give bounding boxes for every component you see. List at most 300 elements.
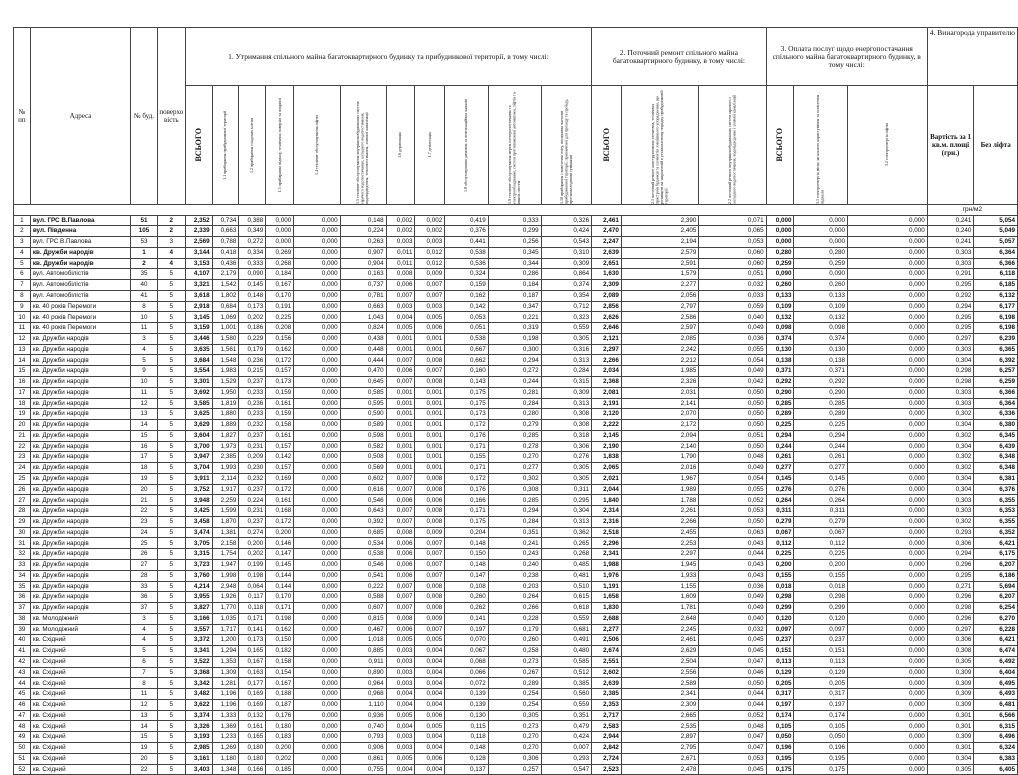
table-cell: 0,000 <box>294 495 340 506</box>
table-cell: 2,569 <box>185 237 212 248</box>
table-cell: 0,043 <box>699 570 766 581</box>
table-cell: 0,299 <box>488 226 541 237</box>
table-cell: 0,285 <box>766 398 794 409</box>
table-cell: кв. Дружби народів <box>30 560 130 571</box>
table-cell: 0,285 <box>488 430 541 441</box>
table-cell: 3,341 <box>185 646 212 657</box>
table-cell: 6,336 <box>974 409 1018 420</box>
table-cell: 2,339 <box>185 226 212 237</box>
table-cell: 0,270 <box>488 452 541 463</box>
table-cell: 2,145 <box>592 430 622 441</box>
table-row <box>14 280 1018 291</box>
table-cell: 37 <box>14 603 31 614</box>
table-cell: 0,890 <box>340 667 386 678</box>
table-cell: 0,311 <box>794 506 848 517</box>
table-cell: 0,005 <box>386 323 415 334</box>
table-cell: 0,302 <box>927 430 974 441</box>
table-cell: 3,368 <box>185 667 212 678</box>
table-cell: 0,066 <box>445 667 489 678</box>
table-cell: 0,616 <box>340 484 386 495</box>
table-cell: кв. 40 років Перемоги <box>30 312 130 323</box>
table-cell: 0,273 <box>488 721 541 732</box>
table-cell: 5 <box>157 473 185 484</box>
group2-header: 2. Поточний ремонт спільного майна багатоквартирного будинку, в тому числі: <box>592 28 767 86</box>
table-cell: 2,172 <box>621 420 699 431</box>
table-cell: 0,172 <box>445 420 489 431</box>
table-cell: 6,439 <box>974 441 1018 452</box>
table-cell: 16 <box>131 441 158 452</box>
table-cell: 47 <box>14 710 31 721</box>
table-cell: 3,723 <box>185 560 212 571</box>
table-cell: 0,260 <box>766 280 794 291</box>
table-cell: 0,007 <box>415 538 445 549</box>
table-cell: 0,072 <box>445 678 489 689</box>
table-cell: кв. Східний <box>30 635 130 646</box>
table-cell: 2,085 <box>621 333 699 344</box>
table-cell: 0,305 <box>488 710 541 721</box>
table-cell: 0,305 <box>541 473 592 484</box>
table-cell: 33 <box>14 560 31 571</box>
table-cell: 0,150 <box>266 635 294 646</box>
table-cell: 0,000 <box>294 355 340 366</box>
table-cell: 0,258 <box>488 646 541 657</box>
table-cell: 0,001 <box>386 398 415 409</box>
table-cell: 2,918 <box>185 301 212 312</box>
table-cell: 2,190 <box>592 441 622 452</box>
table-cell: 0,534 <box>340 538 386 549</box>
table-cell: кв. Східний <box>30 667 130 678</box>
table-cell: 0,053 <box>699 506 766 517</box>
table-cell: 0,197 <box>445 624 489 635</box>
table-cell: 0,000 <box>294 215 340 226</box>
table-cell: 6,257 <box>974 366 1018 377</box>
table-cell: 0,815 <box>340 613 386 624</box>
table-cell: 6,352 <box>974 527 1018 538</box>
table-row <box>14 624 1018 635</box>
table-cell: 0,007 <box>415 549 445 560</box>
table-cell: кв. Дружби народів <box>30 247 130 258</box>
table-cell: 0,000 <box>294 581 340 592</box>
table-cell: 0,133 <box>766 290 794 301</box>
table-cell: 0,000 <box>848 323 928 334</box>
table-cell: 0,018 <box>766 581 794 592</box>
table-cell: 2,031 <box>621 387 699 398</box>
table-cell: 0,052 <box>699 495 766 506</box>
table-cell: 0,000 <box>294 732 340 743</box>
table-cell: 0,298 <box>927 366 974 377</box>
table-cell: 0,120 <box>766 613 794 624</box>
table-cell: 0,297 <box>927 624 974 635</box>
table-cell: 0,204 <box>445 527 489 538</box>
table-cell: 6,496 <box>974 732 1018 743</box>
table-cell: 3,161 <box>185 753 212 764</box>
table-cell: 0,008 <box>386 613 415 624</box>
table-cell: 0,128 <box>445 753 489 764</box>
table-cell: 2,089 <box>592 290 622 301</box>
table-cell: 2,504 <box>621 656 699 667</box>
table-cell: 0,090 <box>766 269 794 280</box>
table-cell: 0,388 <box>239 215 266 226</box>
table-cell: кв. Дружби народів <box>30 463 130 474</box>
table-row <box>14 635 1018 646</box>
table-cell: 0,196 <box>766 743 794 754</box>
table-row <box>14 678 1018 689</box>
table-cell: 0,309 <box>927 689 974 700</box>
table-cell: 2,247 <box>592 237 622 248</box>
table-cell: 0,049 <box>699 463 766 474</box>
table-cell: 15 <box>131 732 158 743</box>
table-cell: 3 <box>131 333 158 344</box>
table-cell: 0,002 <box>415 215 445 226</box>
table-cell: 0,001 <box>415 333 445 344</box>
table-cell: 0,175 <box>445 516 489 527</box>
table-cell: 0,173 <box>239 635 266 646</box>
table-cell: 0,173 <box>239 301 266 312</box>
table-cell: 0,162 <box>266 344 294 355</box>
table-cell: 0,007 <box>386 484 415 495</box>
table-cell: 3,827 <box>185 603 212 614</box>
table-cell: 0,065 <box>699 226 766 237</box>
table-cell: 0,006 <box>386 560 415 571</box>
table-cell: 1,542 <box>212 280 239 291</box>
table-cell: 0,334 <box>239 247 266 258</box>
table-cell: 0,240 <box>927 226 974 237</box>
table-cell: 5 <box>157 699 185 710</box>
table-cell: 27 <box>131 560 158 571</box>
table-cell: 0,299 <box>794 603 848 614</box>
table-cell: 5 <box>157 646 185 657</box>
table-cell: 0,000 <box>848 290 928 301</box>
table-cell: 0,000 <box>848 484 928 495</box>
table-cell: 0,491 <box>541 635 592 646</box>
table-cell: 0,172 <box>266 516 294 527</box>
table-cell: 5 <box>157 366 185 377</box>
table-cell: 2,385 <box>592 689 622 700</box>
table-cell: 0,200 <box>239 538 266 549</box>
table-cell: 0,120 <box>794 613 848 624</box>
table-cell: 6,324 <box>974 743 1018 754</box>
table-cell: 0,174 <box>794 710 848 721</box>
table-cell: 0,257 <box>488 764 541 775</box>
table-cell: 3,760 <box>185 570 212 581</box>
table-cell: 0,538 <box>445 333 489 344</box>
table-cell: 53 <box>131 237 158 248</box>
table-cell: 0,171 <box>239 613 266 624</box>
table-cell: кв. Дружби народів <box>30 484 130 495</box>
table-cell: 2,056 <box>621 290 699 301</box>
table-cell: 2,326 <box>621 376 699 387</box>
table-cell: 0,054 <box>699 473 766 484</box>
table-cell: 0,004 <box>415 743 445 754</box>
table-cell: кв. Дружби народів <box>30 258 130 269</box>
table-row <box>14 506 1018 517</box>
table-cell: кв. Східний <box>30 743 130 754</box>
table-cell: 2,586 <box>621 312 699 323</box>
table-row <box>14 527 1018 538</box>
table-cell: 0,237 <box>766 635 794 646</box>
table-cell: 28 <box>14 506 31 517</box>
table-cell: кв. 40 років Перемоги <box>30 323 130 334</box>
col-floors-header: поверхо вість <box>157 28 185 205</box>
table-cell: 0,000 <box>848 689 928 700</box>
table-cell: 6,364 <box>974 247 1018 258</box>
table-cell: 0,000 <box>794 215 848 226</box>
table-cell: 0,050 <box>699 441 766 452</box>
table-cell: 2,579 <box>621 247 699 258</box>
table-cell: 0,538 <box>445 247 489 258</box>
table-cell: 0,546 <box>340 560 386 571</box>
table-cell: 0,006 <box>386 538 415 549</box>
table-cell: 0,187 <box>266 699 294 710</box>
table-cell: 11 <box>131 689 158 700</box>
table-cell: 0,295 <box>927 570 974 581</box>
table-cell: 0,198 <box>239 570 266 581</box>
table-cell: 6,175 <box>974 549 1018 560</box>
table-cell: 0,256 <box>488 237 541 248</box>
table-cell: 2,016 <box>621 463 699 474</box>
table-cell: 1,069 <box>212 312 239 323</box>
table-cell: вул. ГРС В.Павлова <box>30 215 130 226</box>
table-cell: 0,001 <box>386 463 415 474</box>
no-lift-header: Без ліфта <box>974 86 1018 205</box>
table-cell: 1,269 <box>212 743 239 754</box>
table-cell: 0,007 <box>386 516 415 527</box>
table-cell: 0,141 <box>239 624 266 635</box>
table-cell: 1,989 <box>621 484 699 495</box>
table-cell: 0,541 <box>340 570 386 581</box>
table-cell: 0,510 <box>541 581 592 592</box>
table-cell: 0,049 <box>699 603 766 614</box>
table-cell: 0,000 <box>848 646 928 657</box>
table-cell: 0,155 <box>794 570 848 581</box>
table-cell: 1,933 <box>621 570 699 581</box>
table-cell: 0,310 <box>541 247 592 258</box>
table-cell: 3,618 <box>185 290 212 301</box>
table-cell: 0,543 <box>541 237 592 248</box>
table-cell: 3,705 <box>185 538 212 549</box>
table-cell: 0,004 <box>415 646 445 657</box>
table-cell: 0,301 <box>927 710 974 721</box>
table-cell: 5 <box>157 764 185 775</box>
table-cell: 0,000 <box>848 258 928 269</box>
table-cell: 51 <box>14 753 31 764</box>
table-cell: 0,007 <box>386 506 415 517</box>
table-cell: 2,191 <box>592 398 622 409</box>
table-cell: 1,110 <box>340 699 386 710</box>
table-cell: 3,425 <box>185 506 212 517</box>
table-cell: 2,948 <box>212 581 239 592</box>
table-cell: 0,000 <box>294 753 340 764</box>
table-cell: 1,599 <box>212 506 239 517</box>
table-cell: 0,185 <box>266 764 294 775</box>
table-cell: 0,000 <box>294 398 340 409</box>
table-cell: 5 <box>157 678 185 689</box>
table-cell: 10 <box>14 312 31 323</box>
table-cell: 0,133 <box>794 290 848 301</box>
table-cell: 19 <box>131 743 158 754</box>
table-cell: 0,113 <box>766 656 794 667</box>
table-cell: 6,380 <box>974 420 1018 431</box>
table-cell: 2,674 <box>592 646 622 657</box>
table-cell: 0,046 <box>699 667 766 678</box>
g3-total-header: ВСЬОГО <box>766 86 794 205</box>
table-cell: 0,546 <box>340 495 386 506</box>
table-cell: 0,195 <box>766 753 794 764</box>
table-cell: 6,186 <box>974 570 1018 581</box>
table-cell: 0,000 <box>294 613 340 624</box>
table-cell: 29 <box>14 516 31 527</box>
table-row <box>14 473 1018 484</box>
table-cell: кв. Дружби народів <box>30 441 130 452</box>
table-cell: 0,003 <box>386 743 415 754</box>
table-cell: 0,197 <box>794 699 848 710</box>
table-cell: 0,470 <box>340 366 386 377</box>
table-cell: 0,313 <box>541 355 592 366</box>
table-cell: 0,326 <box>541 215 592 226</box>
table-cell: 0,053 <box>445 312 489 323</box>
table-cell: 0,011 <box>386 247 415 258</box>
table-cell: 3,372 <box>185 635 212 646</box>
table-cell: 14 <box>131 721 158 732</box>
table-cell: 0,302 <box>927 409 974 420</box>
table-cell: 0,198 <box>266 613 294 624</box>
table-cell: 5,057 <box>974 237 1018 248</box>
table-cell: 2,665 <box>621 710 699 721</box>
table-cell: кв. Дружби народів <box>30 387 130 398</box>
table-cell: кв. Дружби народів <box>30 570 130 581</box>
table-cell: 0,345 <box>488 247 541 258</box>
table-cell: 0,171 <box>266 603 294 614</box>
table-cell: 0,824 <box>340 323 386 334</box>
table-cell: 0,109 <box>794 301 848 312</box>
table-row <box>14 764 1018 775</box>
table-cell: 0,585 <box>340 387 386 398</box>
table-cell: 0,485 <box>541 560 592 571</box>
table-row <box>14 247 1018 258</box>
table-cell: кв. Дружби народів <box>30 344 130 355</box>
table-cell: 0,000 <box>294 560 340 571</box>
g1-sub-2-header: 1.2 прибирання сходових клітин <box>239 86 266 205</box>
table-row <box>14 301 1018 312</box>
table-cell: 0,582 <box>340 441 386 452</box>
table-cell: 0,142 <box>266 452 294 463</box>
table-cell: 0,000 <box>848 516 928 527</box>
table-cell: 5 <box>157 398 185 409</box>
table-cell: 0,050 <box>699 387 766 398</box>
table-cell: 0,011 <box>386 258 415 269</box>
table-cell: 0,044 <box>699 549 766 560</box>
table-cell: 0,167 <box>239 656 266 667</box>
table-cell: 2,626 <box>592 312 622 323</box>
table-cell: 0,000 <box>294 430 340 441</box>
table-cell: 0,090 <box>239 269 266 280</box>
table-cell: 13 <box>131 710 158 721</box>
table-cell: кв. Дружби народів <box>30 538 130 549</box>
table-cell: 0,171 <box>445 441 489 452</box>
table-cell: 3,554 <box>185 366 212 377</box>
table-cell: 0,050 <box>699 420 766 431</box>
table-cell: 0,148 <box>445 560 489 571</box>
table-cell: 2,245 <box>621 624 699 635</box>
table-cell: 19 <box>14 409 31 420</box>
table-cell: 0,279 <box>794 516 848 527</box>
table-cell: 0,266 <box>488 603 541 614</box>
table-cell: 11 <box>131 323 158 334</box>
table-cell: 6,366 <box>974 387 1018 398</box>
table-cell: 0,294 <box>488 355 541 366</box>
table-cell: 0,559 <box>541 699 592 710</box>
table-cell: 0,158 <box>266 420 294 431</box>
table-cell: 0,602 <box>340 473 386 484</box>
table-row <box>14 710 1018 721</box>
table-cell: 22 <box>14 441 31 452</box>
table-cell: 3,704 <box>185 463 212 474</box>
table-cell: 0,512 <box>541 667 592 678</box>
table-cell: 14 <box>14 355 31 366</box>
table-row <box>14 689 1018 700</box>
table-cell: 0,001 <box>415 409 445 420</box>
table-cell: 6,404 <box>974 667 1018 678</box>
col-number-header: № пп <box>14 28 31 205</box>
table-cell: 0,001 <box>386 420 415 431</box>
table-cell: 0,176 <box>445 484 489 495</box>
table-cell: 0,146 <box>266 538 294 549</box>
table-cell: 5 <box>157 516 185 527</box>
table-cell: 0,293 <box>927 527 974 538</box>
table-cell: 6,421 <box>974 538 1018 549</box>
table-cell: 5 <box>157 538 185 549</box>
table-cell: 0,150 <box>445 549 489 560</box>
table-cell: 6,185 <box>974 280 1018 291</box>
table-cell: 0,333 <box>239 258 266 269</box>
table-cell: 0,304 <box>927 420 974 431</box>
table-cell: 0,001 <box>386 430 415 441</box>
table-cell: 0,351 <box>541 710 592 721</box>
table-cell: 0,008 <box>415 592 445 603</box>
table-cell: 0,042 <box>699 376 766 387</box>
table-cell: 2,629 <box>621 646 699 657</box>
table-cell: 2,551 <box>592 656 622 667</box>
table-row <box>14 721 1018 732</box>
table-cell: 0,000 <box>294 452 340 463</box>
table-cell: 0,317 <box>794 689 848 700</box>
table-cell: 0,241 <box>488 538 541 549</box>
g1-sub-3-header: 1.3 прибирання підвалу, технічних поверхів та покрівлі <box>266 86 294 205</box>
table-cell: 5 <box>157 409 185 420</box>
table-cell: 0,000 <box>266 226 294 237</box>
table-cell: 0,007 <box>415 624 445 635</box>
table-cell: 5 <box>157 581 185 592</box>
table-cell: 0,105 <box>766 721 794 732</box>
table-cell: 0,755 <box>340 764 386 775</box>
table-cell: 0,309 <box>541 387 592 398</box>
table-cell: 0,050 <box>699 516 766 527</box>
table-cell: 0,000 <box>848 226 928 237</box>
table-cell: 0,740 <box>340 721 386 732</box>
table-cell: 0,001 <box>415 452 445 463</box>
table-cell: 0,007 <box>386 592 415 603</box>
table-cell: 0,285 <box>488 495 541 506</box>
table-cell: 9 <box>131 366 158 377</box>
table-cell: 25 <box>14 473 31 484</box>
table-cell: 0,907 <box>340 247 386 258</box>
table-cell: 1,191 <box>592 581 622 592</box>
table-cell: 51 <box>131 215 158 226</box>
table-cell: 2,297 <box>621 549 699 560</box>
table-cell: 0,349 <box>239 226 266 237</box>
table-cell: 0,569 <box>340 463 386 474</box>
table-cell: 0,438 <box>340 333 386 344</box>
